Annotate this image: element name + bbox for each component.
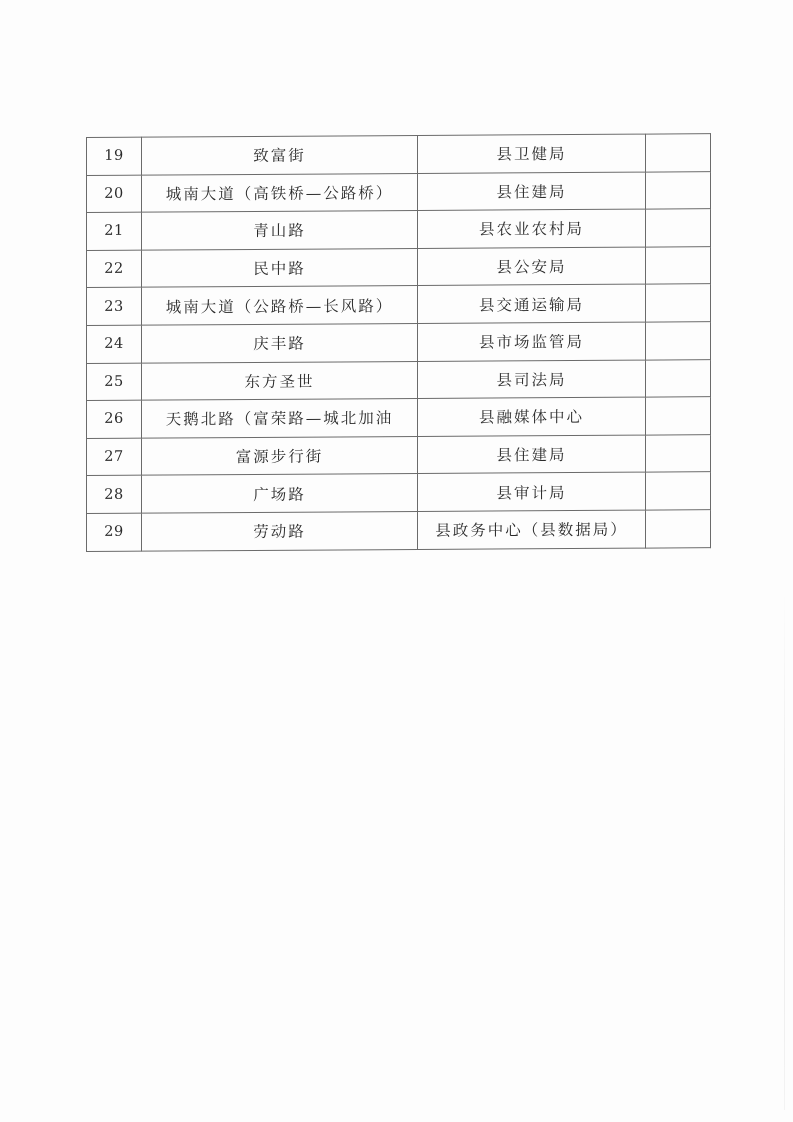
row-number: 23 bbox=[87, 288, 142, 326]
table-row bbox=[87, 246, 711, 287]
note-cell bbox=[646, 246, 711, 284]
road-name: 东方圣世 bbox=[142, 361, 418, 400]
note-cell bbox=[646, 472, 711, 510]
note-cell bbox=[646, 434, 711, 472]
responsibility-table bbox=[86, 133, 711, 551]
table-row bbox=[87, 472, 711, 513]
road-name: 庆丰路 bbox=[142, 323, 418, 362]
table-row bbox=[87, 322, 711, 363]
table-row bbox=[87, 434, 711, 475]
road-name: 城南大道（公路桥—长风路） bbox=[142, 286, 418, 325]
row-number: 20 bbox=[87, 175, 142, 213]
road-name: 致富街 bbox=[142, 135, 418, 174]
note-cell bbox=[646, 510, 711, 548]
road-name: 民中路 bbox=[142, 248, 418, 287]
note-cell bbox=[646, 134, 711, 172]
row-number: 21 bbox=[87, 212, 142, 250]
note-cell bbox=[646, 171, 711, 209]
road-name: 青山路 bbox=[142, 211, 418, 250]
row-number: 25 bbox=[87, 363, 142, 401]
row-number: 28 bbox=[87, 476, 142, 514]
responsible-unit: 县政务中心（县数据局） bbox=[418, 510, 646, 549]
responsible-unit: 县交通运输局 bbox=[418, 284, 646, 323]
road-name: 劳动路 bbox=[142, 511, 418, 550]
responsible-unit: 县司法局 bbox=[418, 360, 646, 399]
table-row bbox=[87, 359, 711, 400]
row-number: 19 bbox=[87, 137, 142, 175]
table-row bbox=[87, 284, 711, 325]
row-number: 29 bbox=[87, 513, 142, 551]
row-number: 24 bbox=[87, 325, 142, 363]
responsible-unit: 县市场监管局 bbox=[418, 322, 646, 361]
row-number: 22 bbox=[87, 250, 142, 288]
responsible-unit: 县农业农村局 bbox=[418, 209, 646, 248]
scan-shadow bbox=[784, 590, 785, 1110]
road-name: 城南大道（高铁桥—公路桥） bbox=[142, 173, 418, 212]
responsible-unit: 县融媒体中心 bbox=[418, 397, 646, 436]
road-name: 富源步行街 bbox=[142, 436, 418, 475]
road-name: 天鹅北路（富荣路—城北加油 bbox=[142, 399, 418, 438]
note-cell bbox=[646, 359, 711, 397]
responsible-unit: 县公安局 bbox=[418, 247, 646, 286]
table-row bbox=[87, 510, 711, 551]
row-number: 26 bbox=[87, 400, 142, 438]
table-row bbox=[87, 397, 711, 438]
responsible-unit: 县卫健局 bbox=[418, 134, 646, 173]
road-name: 广场路 bbox=[142, 474, 418, 513]
responsible-unit: 县住建局 bbox=[418, 435, 646, 474]
responsible-unit: 县住建局 bbox=[418, 172, 646, 211]
responsible-unit: 县审计局 bbox=[418, 472, 646, 511]
note-cell bbox=[646, 209, 711, 247]
row-number: 27 bbox=[87, 438, 142, 476]
table-row bbox=[87, 171, 711, 212]
note-cell bbox=[646, 322, 711, 360]
table-row bbox=[87, 209, 711, 250]
note-cell bbox=[646, 284, 711, 322]
table-row bbox=[87, 134, 711, 175]
note-cell bbox=[646, 397, 711, 435]
